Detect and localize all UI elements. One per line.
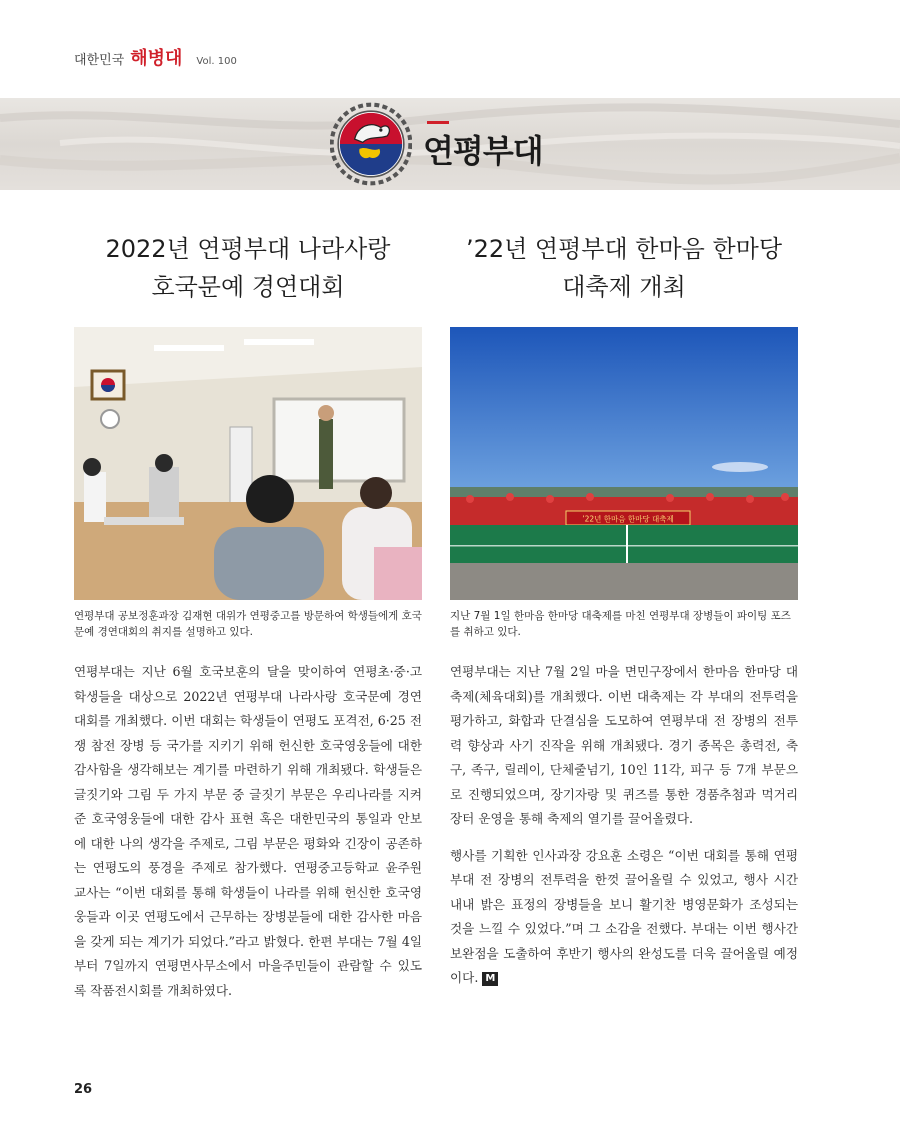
article-1-caption: 연평부대 공보정훈과장 김재현 대위가 연평중고를 방문하여 학생들에게 호국문예 경연대회의 취지를 설명하고 있다. — [74, 610, 422, 638]
page-number: 26 — [74, 1082, 93, 1097]
unit-name: 연평부대 — [423, 132, 543, 170]
marine-corps-emblem-icon — [330, 102, 412, 186]
article-2-paragraph-1: 연평부대는 지난 7월 2일 마을 면민구장에서 한마음 한마당 대축제(체육대회)를 개최했다. 이번 대축제는 각 부대의 전투력을 평가하고, 화합과 단결심을 도모하여 연평부대 전 장병의 전투력 향상과 사기 진작을 위해 개최됐다. 경기 종목은 총력전, 축구, 족구, 릴레이, 단체줄넘기, 10인 11각, 피구 등 7개 부문으로 진행되었으며, 장기자랑 및 퀴즈를 통한 경품추첨과 먹거리 장터 운영을 통해 축제의 열기를 끌어올렸다. — [450, 664, 798, 826]
masthead-brand: 해병대 — [130, 48, 183, 69]
festival-illustration — [450, 327, 798, 600]
article-1-paragraph: 연평부대는 지난 6월 호국보훈의 달을 맞이하여 연평초·중·고 학생들을 대상으로 2022년 연평부대 나라사랑 호국문예 경연대회를 개최했다. 이번 대회는 학생들이 연평도 포격전, 6·25 전쟁 참전 장병 등 국가를 지키기 위해 헌신한 호국영웅들에 대한 감사함을 생각해보는 계기를 마련하기 위해 개최됐다. 학생들은 글짓기와 그림 두 가지 부문 중 글짓기 부문은 우리나라를 지켜준 호국영웅들에 대한 감사 표현 혹은 대한민국의 통일과 안보에 대한 나의 생각을 주제로, 그림 부문은 평화와 긴장이 공존하는 연평도의 풍경을 주제로 참가했다. 연평중고등학교 윤주원 교사는 “이번 대회를 통해 학생들이 나라를 위해 헌신한 호국영웅들과 이곳 연평도에서 근무하는 장병분들에 대한 감사한 마음을 갖게 되는 계기가 되었다.”라고 밝혔다. 한편 부대는 7월 4일부터 7일까지 연평면사무소에서 마을주민들이 관람할 수 있도록 작품전시회를 개최하였다. — [74, 664, 422, 998]
masthead-country: 대한민국 — [74, 53, 125, 68]
classroom-photo — [74, 327, 422, 600]
festival-photo — [450, 327, 798, 600]
end-mark-icon: M — [482, 972, 498, 986]
article-2-title-line2: 대축제 개최 — [562, 273, 686, 301]
unit-name-accent — [427, 121, 449, 124]
article-1-title-line2: 호국문예 경연대회 — [151, 273, 345, 301]
article-2-body — [450, 660, 798, 991]
article-1-title-line1: 2022년 연평부대 나라사랑 — [105, 235, 391, 263]
masthead-volume: Vol. 100 — [196, 56, 237, 67]
festival-banner-text: ’22년 한마음 한마당 대축제 — [582, 514, 674, 524]
article-1-headline — [74, 230, 422, 306]
masthead — [74, 44, 237, 70]
article-2-headline — [450, 230, 798, 306]
article-2-paragraph-2-text: 행사를 기획한 인사과장 강요훈 소령은 “이번 대회를 통해 연평부대 전 장병의 전투력을 한껏 끌어올릴 수 있었고, 행사 시간 내내 밝은 표정의 장병들을 보니 활기찬 병영문화가 조성되는 것을 느낄 수 있었다.”며 그 소감을 전했다. 부대는 이번 행사간 보완점을 도출하여 후반기 행사의 완성도를 더욱 끌어올릴 예정이다. — [450, 847, 798, 985]
article-2-title-line1: ’22년 연평부대 한마음 한마당 — [465, 235, 783, 263]
article-1-body — [74, 660, 422, 1003]
article-2-paragraph-2 — [450, 844, 798, 991]
article-2-caption: 지난 7월 1일 한마음 한마당 대축제를 마친 연평부대 장병들이 파이팅 포즈를 취하고 있다. — [450, 610, 791, 638]
classroom-illustration — [74, 327, 422, 600]
